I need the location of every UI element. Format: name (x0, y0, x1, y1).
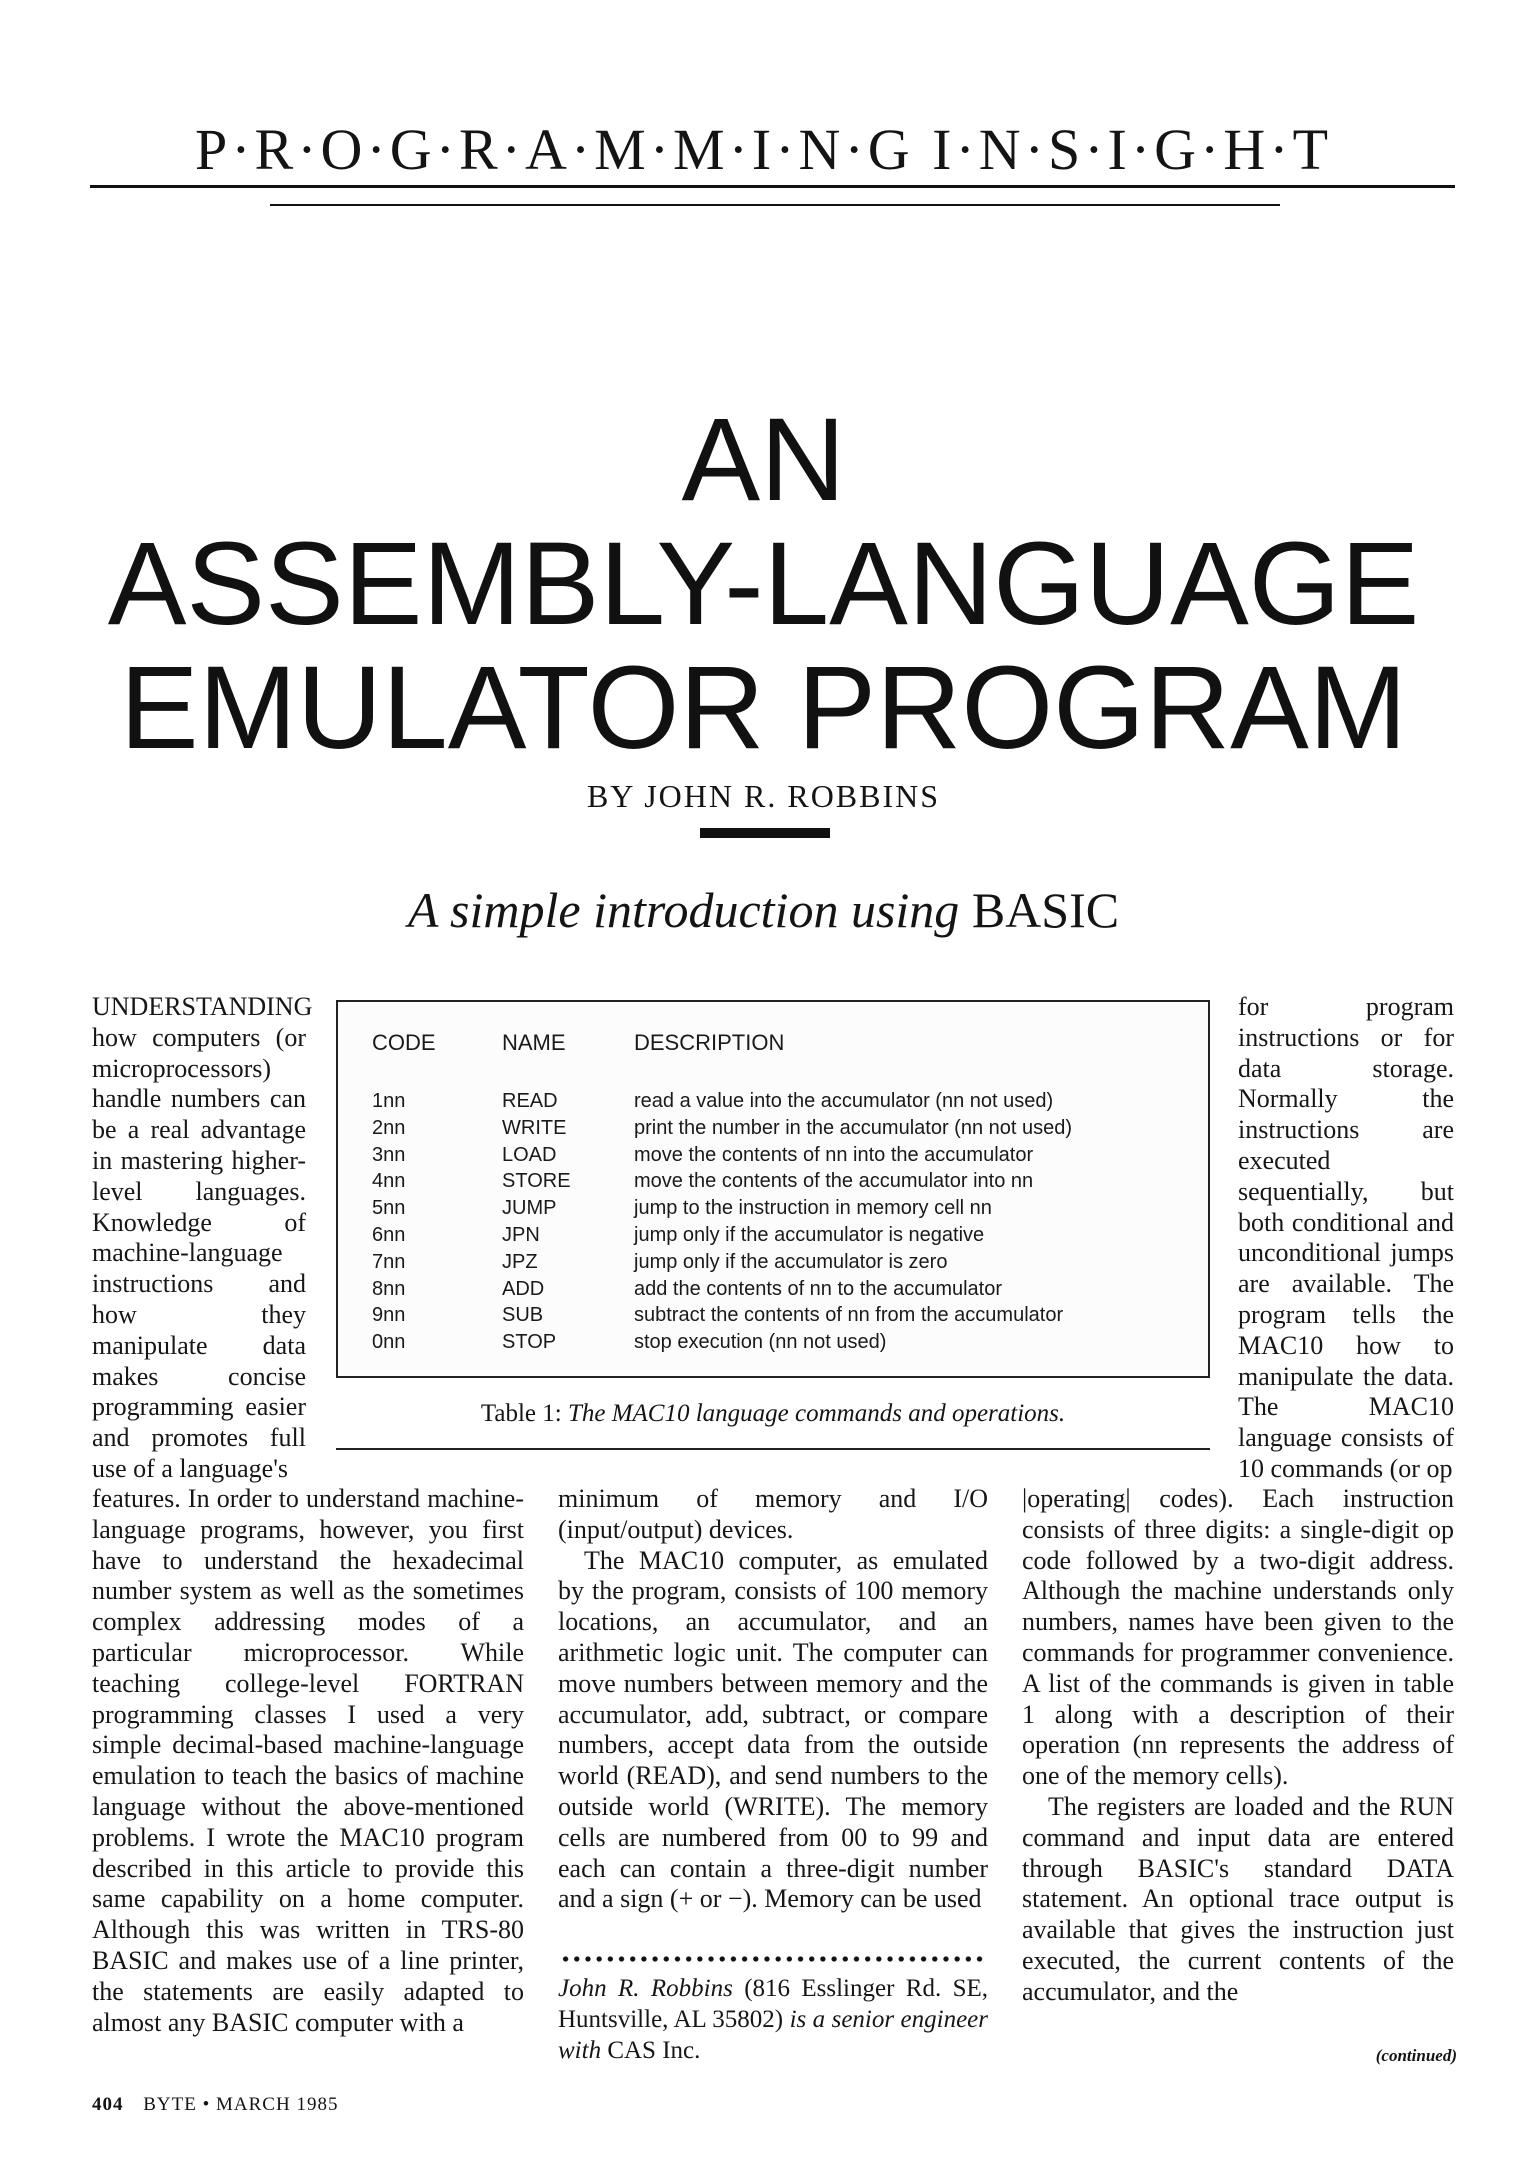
table-cell-code: 5nn (372, 1197, 406, 1220)
bio-rest: is a senior engineer with (558, 2005, 988, 2064)
table-cell-code: 4nn (372, 1170, 406, 1193)
page-footer (92, 2094, 338, 2116)
table-row (372, 1142, 1192, 1169)
byline-bar (700, 828, 830, 838)
subtitle-plain: BASIC (971, 882, 1120, 938)
table-cell-name: SUB (502, 1304, 544, 1327)
col2-paragraph-1: minimum of memory and I/O (input/output) devices. (558, 1484, 988, 1544)
table-cell-description: move the contents of the accumulator into nn (634, 1170, 1034, 1193)
col1-body-text: features. In order to understand machine-language programs, however, you first have to understand the hexadecimal number system as well as the sometimes complex addressing modes of a particular microprocessor. While teaching college-level FORTRAN programming classes I used a very simple decimal-based machine-language emulation to teach the basics of machine language without the above-mentioned problems. I wrote the MAC10 program described in this article to provide this same capability on a home computer. Although this was written in TRS-80 BASIC and makes use of a line printer, the statements are easily adapted to almost any BASIC computer with a (92, 1484, 524, 2037)
table-cell-name: WRITE (502, 1116, 567, 1139)
table-cell-code: 2nn (372, 1116, 406, 1139)
table-cell-name: READ (502, 1090, 558, 1112)
table-caption-label: Table 1: (480, 1400, 562, 1427)
bio-dotted-rule (560, 1954, 985, 1964)
table-cell-name: STORE (502, 1170, 571, 1193)
page-number: 404 (92, 2094, 124, 2115)
table-cell-description: jump only if the accumulator is negative (634, 1223, 985, 1246)
table-cell-name: ADD (502, 1277, 545, 1300)
byline (0, 778, 1527, 814)
table-cell-description: jump only if the accumulator is zero (634, 1250, 948, 1273)
article-title (0, 394, 1527, 774)
col3-body (1022, 1484, 1454, 2008)
col1-body (92, 1484, 524, 2038)
col1-intro-text: UNDERSTANDING how computers (or microprocessors) handle numbers can be a real advantage in mastering higher-level languages. Knowledge of machine-language instructions and how they manipulate data makes concise programming easier and promotes full use of a language's (92, 992, 313, 1483)
title-line-2: ASSEMBLY-LANGUAGE (107, 518, 1420, 650)
table-caption-rule (336, 1448, 1210, 1450)
col3-intro-text: for program instructions or for data storage. Normally the instructions are executed sequentially, but both conditional and unconditional jumps are available. The program tells the MAC10 how to manipulate the data. The MAC10 language consists of 10 commands (or op (1238, 992, 1454, 1483)
author-bio (558, 1974, 988, 2066)
subtitle (0, 880, 1527, 940)
table-cell-name: JPZ (502, 1250, 538, 1273)
table-cell-description: add the contents of nn to the accumulator (634, 1277, 1003, 1300)
table-header-description: DESCRIPTION (634, 1030, 785, 1055)
table-header-name: NAME (502, 1030, 566, 1055)
table-row (372, 1115, 1192, 1142)
table-cell-description: stop execution (nn not used) (634, 1331, 887, 1354)
table-cell-code: 3nn (372, 1143, 406, 1166)
title-line-3: EMULATOR PROGRAM (119, 642, 1408, 774)
table-caption (336, 1400, 1210, 1428)
magazine-issue: BYTE • MARCH 1985 (143, 2094, 339, 2115)
bio-org: CAS Inc. (607, 2036, 701, 2064)
header-rule-bottom (270, 204, 1280, 206)
bio-name: John R. Robbins (558, 1975, 733, 2002)
col1-intro (92, 992, 313, 1485)
table-row (372, 1195, 1192, 1222)
table-row (372, 1276, 1192, 1303)
table-row (372, 1168, 1192, 1195)
table-cell-name: LOAD (502, 1143, 557, 1166)
table-header-code: CODE (372, 1030, 436, 1055)
table-cell-code: 0nn (372, 1331, 406, 1354)
col2-body (558, 1484, 988, 1915)
header-rule-top (90, 185, 1455, 188)
table-cell-code: 7nn (372, 1250, 406, 1273)
bio-address: (816 Esslinger Rd. SE, Huntsville, AL 35802) (558, 1975, 989, 2033)
table-cell-description: read a value into the accumulator (nn not used) (634, 1090, 1054, 1112)
table-cell-name: STOP (502, 1331, 557, 1354)
col3-paragraph-1: |operating| codes). Each instruction consists of three digits: a single-digit op code followed by a two-digit address. Although the machine understands only numbers, names have been given to the commands for programmer convenience. A list of the commands is given in table 1 along with a description of their operation (nn represents the address of one of the memory cells). (1022, 1484, 1454, 1791)
table-row (372, 1302, 1192, 1329)
col3-paragraph-2: The registers are loaded and the RUN command and input data are entered through BASIC's standard DATA statement. An optional trace output is available that gives the instruction just executed, the current contents of the accumulator, and the (1022, 1791, 1454, 2006)
table-caption-text: The MAC10 language commands and operations. (567, 1400, 1066, 1427)
table-cell-code: 1nn (372, 1090, 406, 1112)
table-cell-code: 9nn (372, 1304, 406, 1327)
subtitle-italic: A simple introduction using (407, 882, 960, 938)
table-cell-name: JPN (502, 1223, 540, 1246)
section-header: P·R·O·G·R·A·M·M·I·N·G I·N·S·I·G·H·T (194, 117, 1333, 182)
table-cell-description: jump to the instruction in memory cell nn (634, 1197, 992, 1220)
byline-author: JOHN R. ROBBINS (644, 778, 941, 814)
table-cell-name: JUMP (502, 1197, 557, 1220)
col3-intro (1238, 992, 1454, 1485)
title-line-1: AN (681, 394, 846, 526)
table-cell-description: print the number in the accumulator (nn not used) (634, 1116, 1073, 1139)
table-cell-description: move the contents of nn into the accumulator (634, 1143, 1034, 1166)
table-cell-code: 8nn (372, 1277, 406, 1300)
table-row (372, 1329, 1192, 1356)
col2-paragraph-2: The MAC10 computer, as emulated by the program, consists of 100 memory locations, an accumulator, and an arithmetic logic unit. The computer can move numbers between memory and the accumulator, add, subtract, or compare numbers, accept data from the outside world (READ), and send numbers to the outside world (WRITE). The memory cells are numbered from 00 to 99 and each can contain a three-digit number and a sign (+ or −). Memory can be used (558, 1545, 988, 1914)
command-table (372, 1030, 1192, 1356)
table-cell-code: 6nn (372, 1223, 406, 1246)
table-cell-description: subtract the contents of nn from the accumulator (634, 1304, 1064, 1327)
table-row (372, 1249, 1192, 1276)
continued-note: (continued) (1375, 2046, 1457, 2065)
table-header-row (372, 1030, 1192, 1088)
table-row (372, 1222, 1192, 1249)
byline-by: BY (586, 778, 635, 814)
table-row (372, 1088, 1192, 1115)
